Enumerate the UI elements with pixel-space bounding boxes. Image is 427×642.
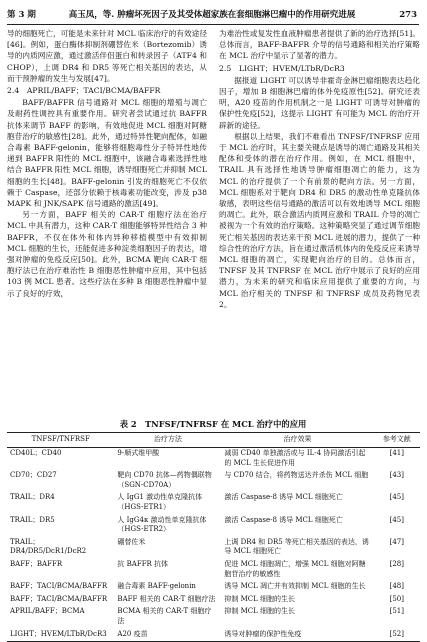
- table-row: [7, 492, 420, 514]
- table-cell: [48]: [389, 582, 404, 591]
- table-cell: 促进 MCL 细胞凋亡，增强 MCL 细胞对阿糖胞苷治疗的敏感性: [224, 560, 366, 578]
- table-row: [7, 514, 420, 536]
- section-heading-2-5: 2.5 LIGHT；HVEM/LTbR/DcR3: [219, 63, 345, 73]
- table-cell: TRAIL；DR4/DR5/DcR1/DcR2: [10, 537, 87, 556]
- table-cell: BAFF；TACI/BCMA/BAFFR: [10, 582, 108, 591]
- running-header: [7, 8, 417, 22]
- table-cell: [45]: [389, 493, 404, 502]
- table-cell: 减弱 CD40 单独激活或与 IL-4 协同激活引起的 MCL 生长促进作用: [224, 449, 366, 467]
- table-row: [7, 559, 420, 581]
- table-row: [7, 628, 420, 641]
- table-row: [7, 470, 420, 492]
- right-column: [219, 28, 420, 310]
- table-cell: 9-顺式维甲酸: [117, 449, 160, 458]
- issue-number: 第 3 期: [7, 10, 36, 20]
- paragraph: BAFF/BAFFR 信号通路对 MCL 细胞的增殖与凋亡及耐药性调控具有重要作用。研究者尝试通过抗 BAFFR 抗体来调节 BAFF 的影响，有效地促进 MCL 细胞对阿糖胞苷治疗的敏感性[28]。此外，通过特异性靶向配体，如融合毒素 BAFF-gelonin，能够将细胞毒性分子特异性地传递到 BAFFR 阳性的 MCL 细胞中，该融合毒素选择性地结合 BAFFR 阳性 MCL 细胞，诱导细胞死亡并抑制 MCL 细胞的生长[48]。BAFF-gelonin 引发的细胞死亡不仅依赖于 Caspase，还部分依赖于核毒素功能改变，涉及 p38 MAPK 和 JNK/SAPK 信号通路的激活[49]。: [7, 98, 207, 209]
- table-row: [7, 606, 420, 628]
- table-caption: 表 2 TNFSF/TNFRSF 在 MCL 治疗中的应用: [119, 419, 307, 429]
- section-heading-2-4: 2.4 APRIL/BAFF；TACI/BCMA/BAFFR: [7, 86, 161, 96]
- table-cell: A20 疫苗: [114, 628, 221, 641]
- table-cell: 激活 Caspase-8 诱导 MCL 细胞死亡: [224, 515, 343, 524]
- page-number: 273: [399, 10, 417, 20]
- table-cell: 人 IgG1 激动性单克隆抗体（HGS-ETR1）: [117, 493, 203, 512]
- table-row: [7, 447, 420, 470]
- table-cell: TRAIL；DR4: [10, 493, 55, 502]
- table-cell: 抗 BAFFR 抗体: [117, 560, 169, 569]
- table-row: [7, 593, 420, 606]
- table-cell: 诱导 MCL 凋亡并有效抑制 MCL 细胞的生长: [224, 582, 366, 591]
- paragraph: 为难治性或复发性血液肿瘤患者提供了新的治疗选择[51]。总体而言，BAFF-BAFFR 介导的信号通路和相关治疗策略在 MCL 治疗中显示了显著的潜力。: [219, 29, 420, 61]
- table-cell: 抑制 MCL 细胞的生长: [224, 594, 295, 603]
- column-header: 治疗方法: [114, 433, 221, 448]
- table-cell: [51]: [389, 607, 404, 616]
- column-header: 参考文献: [374, 433, 420, 448]
- table-cell: BCMA 相关的 CAR-T 细胞疗法: [117, 607, 212, 625]
- table-cell: [47]: [389, 537, 404, 546]
- table-cell: [52]: [374, 628, 420, 641]
- table-cell: [28]: [389, 560, 404, 569]
- table-cell: 抑制 MCL 细胞的生长: [224, 607, 295, 616]
- paragraph: 导的细胞死亡，可能是未来针对 MCL 临床治疗的有效途径[46]。例如，蛋白酶体抑制剂硼替佐米（Bortezomib）诱导的内质网应激，通过激活伴侣蛋白和转录因子（ATF4 和 CHOP），上调 DR4 和 DR5 等死亡相关基因的表达，从而干预肿瘤的发生与发展[47]。: [7, 29, 207, 83]
- table-cell: BAFF 相关的 CAR-T 细胞疗法: [117, 594, 216, 603]
- table-cell: 上调 DR4 和 DR5 等死亡相关基因的表达，诱导 MCL 细胞死亡: [224, 537, 369, 556]
- running-title: 高玉凤，等. 肿瘤坏死因子及其受体超家族在套细胞淋巴瘤中的作用研究进展: [68, 10, 356, 20]
- left-column: [7, 28, 207, 299]
- table-cell: 激活 Caspase-8 诱导 MCL 细胞死亡: [224, 493, 343, 502]
- column-header: 治疗效果: [221, 433, 373, 448]
- table-cell: [43]: [389, 471, 404, 480]
- table-cell: 融合毒素 BAFF-gelonin: [117, 582, 196, 591]
- paragraph: 另一方面，BAFF 相关的 CAR-T 细胞疗法在治疗 MCL 中具有潜力，这种 CAR-T 细胞能够特异性结合 3 种 BAFFR，不仅在体外和体内异种移植模型中有效抑制 MCL 细胞的生长，还能促进多种淀类细胞因子的表达，增强对肿瘤的免疫反应[50]。此外，BCMA 靶向 CAR-T 细胞疗法已在治疗难治性 B 细胞恶性肿瘤中应用，其中包括 103 例 MCL 患者。这些疗法在多种 B 细胞恶性肿瘤中显示了良好的疗效，: [7, 210, 207, 298]
- table-cell: 靶向 CD70 抗体—药物偶联物（SGN-CD70A）: [117, 471, 212, 489]
- table-cell: 硼替佐米: [117, 537, 146, 546]
- table-cell: [50]: [389, 594, 404, 603]
- table-cell: BAFF；TACI/BCMA/BAFFR: [10, 594, 108, 603]
- table-cell: 人 IgG4κ 激动性单克隆抗体（HGS-ETR2）: [117, 515, 207, 534]
- column-header: TNFSF/TNFRSF: [7, 433, 114, 448]
- paragraph: 根据以上结果，我们不难看出 TNFSF/TNFRSF 应用于 MCL 治疗时，其主要关键点是诱导的凋亡通路及其相关配体和受体的潜在治疗作用。例如，在 MCL 细胞中，TRAIL 具有选择性地诱导肿瘤细胞凋亡的能力，这为 MCL 的治疗提供了一个有前景的靶向方法。另一方面，MCL 细胞系对于靶向 DR4 和 DR5 的激动性单克隆抗体敏感，表明这些信号通路的激活可以有效地诱导 MCL 细胞的凋亡。此外，联合激活内质网应激和 TRAIL 介导的凋亡被视为一个有效的治疗策略。这种策略突显了通过调节细胞死亡相关基因的表达来干预 MCL 进展的潜力，提供了一种综合性的治疗方法，旨在通过激活机体内的免疫反应来诱导 MCL 细胞的凋亡，实现靶向治疗的目的。总体而言，TNFSF 及其 TNFRSF 在 MCL 治疗中展示了良好的应用潜力，为未来的研究和临床应用提供了重要的方向，与 MCL 治疗相关的 TNFSF 和 TNFRSF 成员及药物见表 2。: [219, 131, 420, 309]
- table-row: [7, 581, 420, 594]
- table-cell: TRAIL；DR5: [10, 515, 55, 524]
- therapy-table: [7, 432, 420, 642]
- table-cell: [45]: [389, 515, 404, 524]
- table-header-row: [7, 433, 420, 448]
- table-row: [7, 536, 420, 558]
- table-cell: CD70；CD27: [10, 471, 57, 480]
- table-cell: 诱导对肿瘤的保护性免疫: [221, 628, 373, 641]
- table-cell: BAFF；BAFFR: [10, 560, 63, 569]
- table-cell: CD40L；CD40: [10, 449, 62, 458]
- table-cell: APRIL/BAFF；BCMA: [10, 607, 85, 616]
- table-cell: 与 CD70 结合，将药物送达并杀伤 MCL 细胞: [224, 471, 369, 480]
- paragraph: 据报道 LIGHT 可以诱导非霍奇金淋巴瘤细胞表达趋化因子，增加 B 细胞淋巴瘤的体外免疫原性[52]。研究还表明，A20 疫苗的作用机制之一是 LIGHT 可诱导对肿瘤的保护性免疫[52]，这提示 LIGHT 有可能为 MCL 的治疗开辟新的途径。: [219, 75, 420, 130]
- table-cell: [41]: [389, 449, 404, 458]
- header-divider: [7, 24, 419, 25]
- table-cell: LIGHT；HVEM/LTbR/DcR3: [7, 628, 114, 641]
